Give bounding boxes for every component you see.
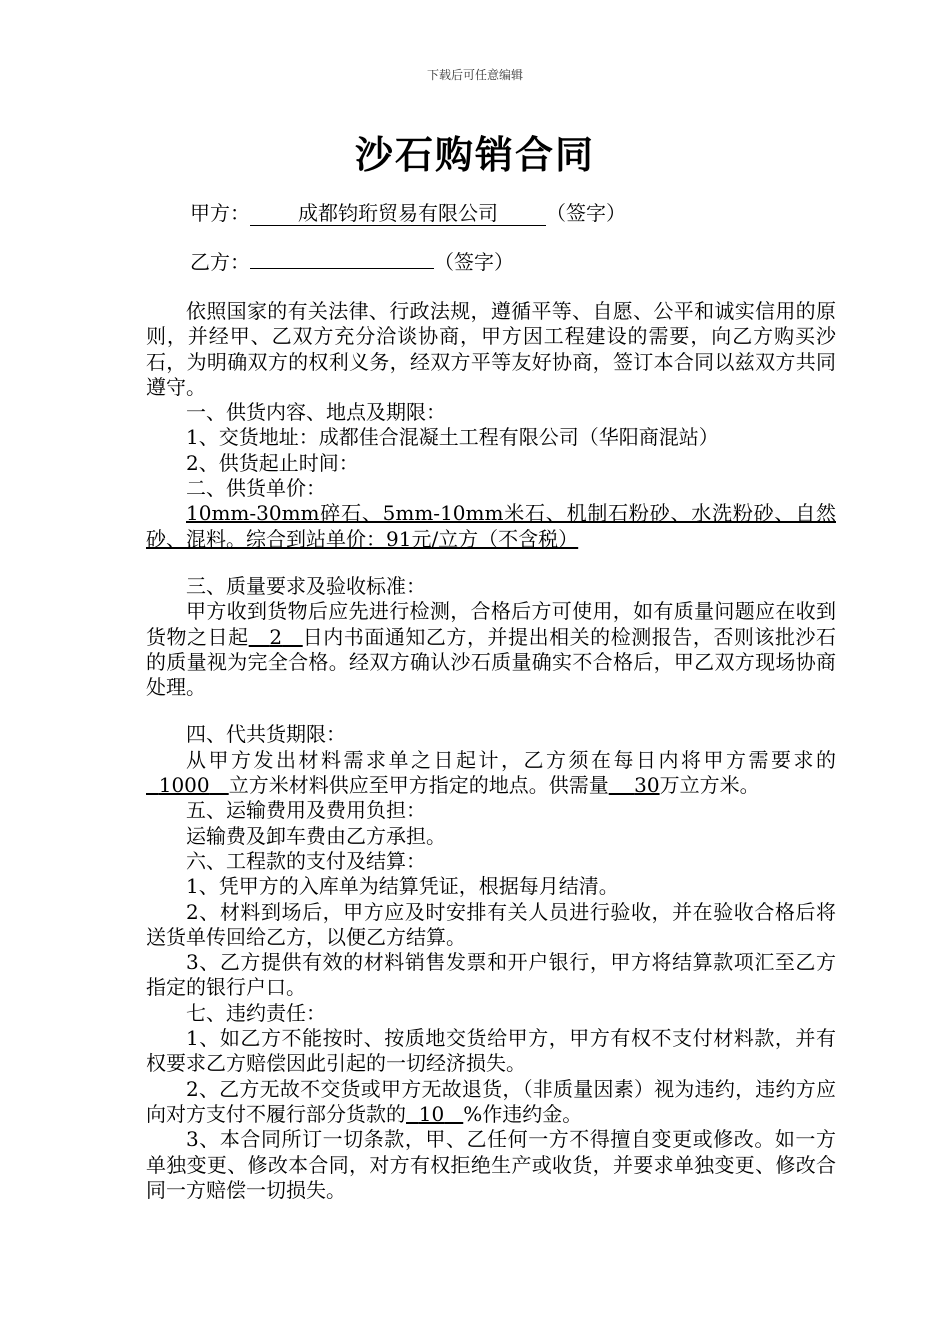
section-4-text-2: 立方米材料供应至甲方指定的地点。供需量 bbox=[228, 773, 609, 798]
penalty-percent-blank bbox=[406, 1102, 463, 1126]
section-7-item-2 bbox=[146, 1077, 836, 1128]
intro-paragraph: 依照国家的有关法律、行政法规，遵循平等、自愿、公平和诚实信用的原则，并经甲、乙双方充分洽谈协商，甲方因工程建设的需要，向乙方购买沙石，为明确双方的权利义务，经双方平等友好协商，签订本合同以兹双方共同遵守。 bbox=[146, 299, 836, 399]
section-3-paragraph bbox=[146, 599, 836, 700]
section-6-heading: 六、工程款的支付及结算： bbox=[186, 848, 426, 873]
section-1-heading: 一、供货内容、地点及期限： bbox=[186, 400, 446, 425]
section-4-heading: 四、代共货期限： bbox=[186, 722, 346, 747]
section-4-text-3: 万立方米。 bbox=[659, 773, 760, 798]
section-4-paragraph bbox=[146, 748, 836, 799]
party-a-name-field: 成都钧珩贸易有限公司 bbox=[250, 201, 546, 226]
notice-days-value: 2 bbox=[269, 624, 283, 649]
section-5-heading: 五、运输费用及费用负担： bbox=[186, 798, 426, 823]
header-note: 下载后可任意编辑 bbox=[426, 68, 523, 82]
section-3-text-before: 甲方收到货物后应先进行检测，合格后方可使用，如有质量问题应在收到货物之日起 bbox=[146, 599, 836, 649]
total-amount-blank bbox=[609, 773, 660, 797]
party-a-label: 甲方： bbox=[190, 201, 250, 225]
party-b-sign: （签字） bbox=[434, 250, 514, 274]
section-7-heading: 七、违约责任： bbox=[186, 1000, 326, 1025]
section-3-heading: 三、质量要求及验收标准： bbox=[186, 573, 426, 598]
contract-body bbox=[146, 299, 836, 1203]
section-3-text-after: 日内书面通知乙方，并提出相关的检测报告，否则该批沙石的质量视为完全合格。经双方确认沙石质量确实不合格后，甲乙双方现场协商处理。 bbox=[146, 624, 837, 700]
section-7-item-2-after: %作违约金。 bbox=[463, 1101, 583, 1126]
section-1-item-1: 1、交货地址：成都佳合混凝土工程有限公司（华阳商混站） bbox=[186, 425, 719, 450]
party-a-line bbox=[190, 200, 626, 226]
daily-amount-value: 1000 bbox=[158, 773, 210, 798]
section-4-text-1: 从甲方发出材料需求单之日起计，乙方须在每日内将甲方需要求的 bbox=[186, 747, 836, 772]
daily-amount-blank bbox=[146, 773, 229, 797]
section-2-price-detail bbox=[146, 501, 836, 552]
section-6-item-2: 2、材料到场后，甲方应及时安排有关人员进行验收，并在验收合格后将送货单传回给乙方，以便乙方结算。 bbox=[146, 899, 836, 949]
section-2-heading: 二、供货单价： bbox=[186, 476, 326, 501]
section-7-item-3: 3、本合同所订一切条款，甲、乙任何一方不得擅自变更或修改。如一方单独变更、修改本合同，对方有权拒绝生产或收货，并要求单独变更、修改合同一方赔偿一切损失。 bbox=[146, 1127, 836, 1202]
notice-days-blank bbox=[249, 625, 303, 649]
party-b-name-field bbox=[250, 268, 434, 269]
section-1-item-2: 2、供货起止时间： bbox=[186, 450, 359, 475]
section-7-item-1: 1、如乙方不能按时、按质地交货给甲方，甲方有权不支付材料款，并有权要求乙方赔偿因此引起的一切经济损失。 bbox=[146, 1026, 836, 1076]
section-7-item-2-before: 2、乙方无故不交货或甲方无故退货，（非质量因素）视为违约，违约方应向对方支付不履行部分货款的 bbox=[146, 1076, 836, 1126]
party-a-sign: （签字） bbox=[546, 201, 626, 225]
section-6-item-3: 3、乙方提供有效的材料销售发票和开户银行，甲方将结算款项汇至乙方指定的银行户口。 bbox=[146, 950, 836, 1000]
total-amount-value: 30 bbox=[634, 773, 660, 798]
party-b-label: 乙方： bbox=[190, 250, 250, 274]
section-5-text: 运输费及卸车费由乙方承担。 bbox=[186, 823, 446, 848]
price-detail-text: 10mm-30mm碎石、5mm-10mm米石、机制石粉砂、水洗粉砂、自然砂、混料。综合到站单价：91元/立方（不含税） bbox=[146, 501, 836, 551]
penalty-percent-value: 10 bbox=[418, 1101, 445, 1126]
document-title: 沙石购销合同 bbox=[354, 133, 595, 177]
section-6-item-1: 1、凭甲方的入库单为结算凭证，根据每月结清。 bbox=[186, 874, 619, 899]
party-b-line bbox=[190, 249, 514, 275]
